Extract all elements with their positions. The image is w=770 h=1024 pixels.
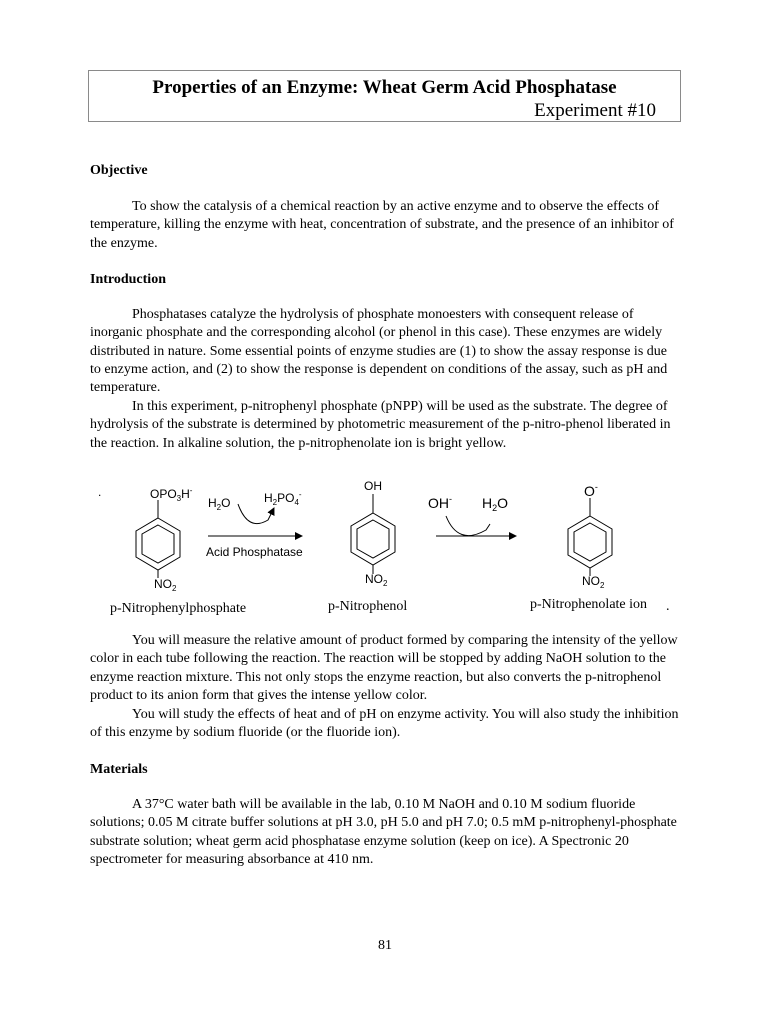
introduction-paragraph-1: Phosphatases catalyze the hydrolysis of phosphate monoesters with consequent release of inorganic phosphate and the corresponding alcohol (or phenol in this case). These enzymes are widely distributed in nature. Some essential points of enzyme studies are (1) to show the assay response is due to enzyme action, and (2) to show the response is dependent on conditions of the assay, such as pH and temperature. (90, 307, 668, 396)
phenolate-oxygen-label: O- (584, 482, 598, 499)
benzene-ring-3 (568, 498, 612, 576)
materials-heading: Materials (90, 762, 148, 777)
hydroxide-label: OH- (428, 494, 452, 511)
dihydrogen-phosphate-label: $H_2PO_4^-$ (264, 490, 302, 507)
water-reagent-label: $H_2O$ (208, 496, 231, 512)
nitro-group-label-3: $NO_2$ (582, 574, 605, 590)
materials-text: A 37°C water bath will be available in the lab, 0.10 M NaOH and 0.10 M sodium fluoride solutions; 0.05 M citrate buffer solutions at pH 3.0, pH 5.0 and pH 7.0; 0.5 mM p-nitrophenyl-phosphate substrate solution; wheat germ acid phosphatase enzyme solution (keep on ice). A Spectronic 20 spectrometer for measuring absorbance at 410 nm. (90, 797, 677, 867)
enzyme-label: Acid Phosphatase (206, 545, 303, 559)
benzene-ring-1 (136, 500, 180, 578)
objective-heading: Objective (90, 163, 148, 178)
water-product-label: $H_2O$ (482, 495, 509, 513)
reaction-arrow-2 (436, 516, 516, 536)
phosphate-group-label: $OPO_3H^-$ (150, 486, 193, 503)
benzene-ring-2 (351, 494, 395, 574)
experiment-number: Experiment #10 (534, 100, 656, 121)
nitro-group-label-1: $NO_2$ (154, 577, 177, 593)
page-number: 81 (378, 938, 392, 953)
nitro-group-label-2: $NO_2$ (365, 572, 388, 588)
body-paragraph-1: You will measure the relative amount of product formed by comparing the intensity of the yellow color in each tube following the reaction. The reaction will be stopped by adding NaOH solution to the enzyme reaction mixture. This not only stops the enzyme reaction, but also converts the p-nitrophenol product to its anion form that gives the intense yellow color. (90, 633, 678, 703)
compound-label-1: p-Nitrophenylphosphate (110, 601, 247, 616)
body-paragraph-2: You will study the effects of heat and of pH on enzyme activity. You will also study the inhibition of this enzyme by sodium fluoride (or the fluoride ion). (90, 707, 679, 741)
introduction-paragraph-2: In this experiment, p-nitrophenyl phosphate (pNPP) will be used as the substrate. The degree of hydrolysis of the substrate is determined by photometric measurement of the p-nitro-phenol liberated in the reaction. In alkaline solution, the p-nitrophenolate ion is bright yellow. (90, 399, 671, 451)
page-title: Properties of an Enzyme: Wheat Germ Acid Phosphatase (152, 77, 617, 98)
reaction-scheme (90, 470, 690, 630)
title-box (88, 70, 681, 122)
compound-label-2: p-Nitrophenol (328, 599, 408, 614)
hydroxyl-label: OH (364, 479, 382, 493)
stray-dot-right: . (666, 599, 670, 614)
stray-dot-left: . (98, 485, 102, 499)
objective-text: To show the catalysis of a chemical reaction by an active enzyme and to observe the effects of temperature, killing the enzyme with heat, concentration of substrate, and the presence of an inhibitor of the enzyme. (90, 199, 674, 251)
compound-label-3: p-Nitrophenolate ion (530, 597, 648, 612)
introduction-heading: Introduction (90, 272, 166, 287)
